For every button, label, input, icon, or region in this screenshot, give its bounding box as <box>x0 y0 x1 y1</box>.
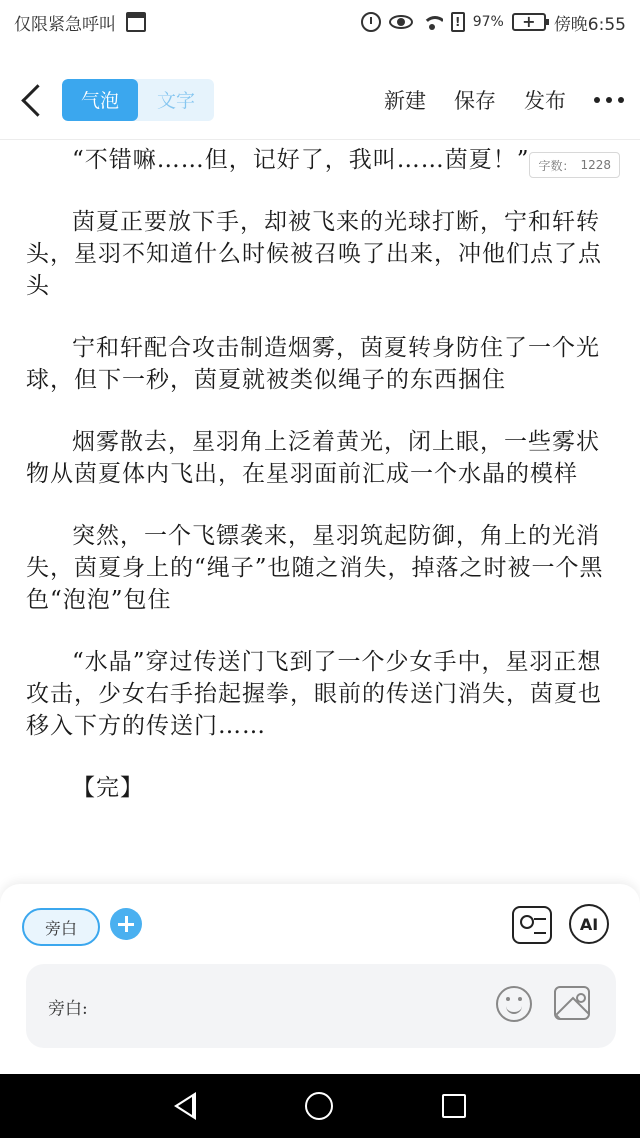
nav-back-icon[interactable] <box>174 1092 196 1120</box>
input-prefix: 旁白: <box>48 999 88 1019</box>
calendar-icon <box>126 12 146 32</box>
status-time: 傍晚6:55 <box>553 14 626 35</box>
battery-charging-icon: + <box>512 13 546 31</box>
status-bar <box>0 0 640 44</box>
save-button[interactable]: 保存 <box>454 88 496 113</box>
nav-recents-icon[interactable] <box>442 1094 466 1118</box>
paragraph: 茵夏正要放下手，却被飞来的光球打断，宁和轩转头，星羽不知道什么时候被召唤了出来，冲他们点了点头 <box>26 209 602 299</box>
new-button[interactable]: 新建 <box>384 88 426 113</box>
eye-comfort-icon <box>389 15 413 29</box>
word-count-value: 1228 <box>580 158 611 172</box>
system-nav-bar <box>0 1074 640 1138</box>
wifi-icon <box>421 14 443 30</box>
word-count-badge <box>529 152 620 178</box>
tab-text[interactable]: 文字 <box>156 90 195 112</box>
paragraph: “水晶”穿过传送门飞到了一个少女手中，星羽正想攻击，少女右手抬起握拳，眼前的传送门消失，茵夏也移入下方的传送门…… <box>26 649 602 739</box>
alarm-icon <box>361 12 381 32</box>
story-text-area[interactable] <box>26 144 616 884</box>
paragraph: 烟雾散去，星羽角上泛着黄光，闭上眼，一些雾状物从茵夏体内飞出，在星羽面前汇成一个水晶的模样 <box>26 429 600 487</box>
sim-alert-icon: ! <box>451 12 465 32</box>
battery-percent: 97% <box>472 14 504 30</box>
paragraph: “不错嘛……但，记好了，我叫……茵夏！” <box>72 147 530 173</box>
tab-bubble[interactable]: 气泡 <box>62 79 138 121</box>
contact-card-icon[interactable] <box>512 906 552 944</box>
ai-button[interactable]: AI <box>569 904 609 944</box>
publish-button[interactable]: 发布 <box>524 88 566 113</box>
emoji-icon[interactable] <box>496 986 532 1022</box>
editor-toolbar <box>0 60 640 140</box>
mode-switch <box>62 79 214 121</box>
add-icon[interactable] <box>110 908 142 940</box>
paragraph: 【完】 <box>72 775 144 801</box>
message-input[interactable] <box>26 964 616 1048</box>
more-icon[interactable] <box>594 95 624 105</box>
paragraph: 突然，一个飞镖袭来，星羽筑起防御，角上的光消失，茵夏身上的“绳子”也随之消失，掉落之时被一个黑色“泡泡”包住 <box>26 523 604 613</box>
input-panel <box>0 884 640 1074</box>
image-icon[interactable] <box>554 986 590 1020</box>
word-count-label: 字数： <box>538 158 575 173</box>
carrier-text: 仅限紧急呼叫 <box>14 14 116 35</box>
back-icon[interactable] <box>16 80 50 120</box>
role-chip-narration[interactable]: 旁白 <box>22 908 100 946</box>
nav-home-icon[interactable] <box>305 1092 333 1120</box>
paragraph: 宁和轩配合攻击制造烟雾，茵夏转身防住了一个光球，但下一秒，茵夏就被类似绳子的东西捆住 <box>26 335 600 393</box>
